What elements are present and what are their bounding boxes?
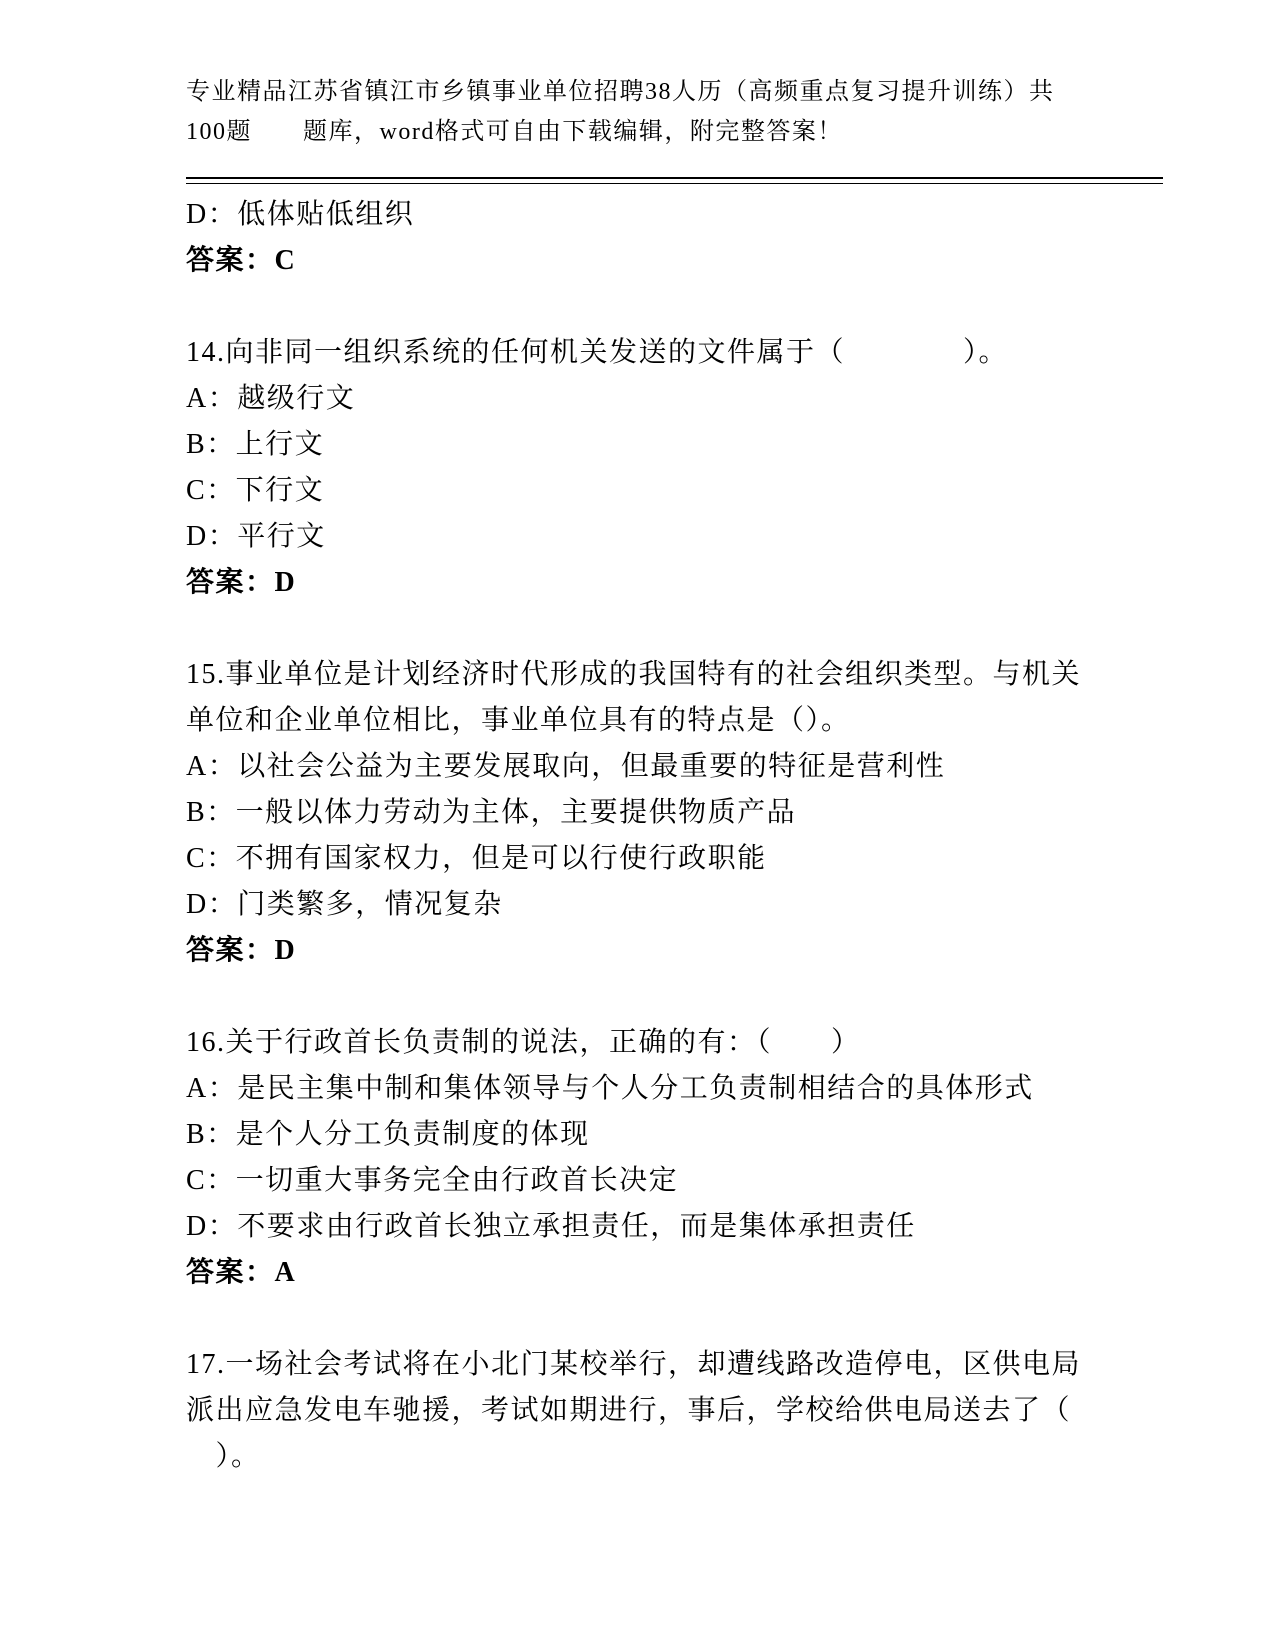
option-line-a: A：以社会公益为主要发展取向，但最重要的特征是营利性 <box>186 751 946 782</box>
question-14 <box>186 330 1163 606</box>
paragraph-spacer <box>186 284 1163 330</box>
answer-line: 答案：C <box>186 245 297 276</box>
answer-line: 答案：D <box>186 567 297 598</box>
question-stem-line: ）。 <box>186 1441 261 1472</box>
question-16 <box>186 1020 1163 1296</box>
question-stem-line: 派出应急发电车驰援，考试如期进行，事后，学校给供电局送去了（ <box>186 1395 1072 1426</box>
paragraph-spacer <box>186 606 1163 652</box>
question-stem-line: 17.一场社会考试将在小北门某校举行，却遭线路改造停电，区供电局 <box>186 1349 1082 1380</box>
option-line-c: C：一切重大事务完全由行政首长决定 <box>186 1165 679 1196</box>
answer-line: 答案：D <box>186 935 297 966</box>
question-15 <box>186 652 1163 974</box>
document-header <box>186 72 1163 184</box>
option-line-d: D：门类繁多，情况复杂 <box>186 889 503 920</box>
option-line-b: B：是个人分工负责制度的体现 <box>186 1119 590 1150</box>
header-double-rule <box>186 177 1163 184</box>
option-line-d: D：不要求由行政首长独立承担责任，而是集体承担责任 <box>186 1211 916 1242</box>
option-line-b: B：上行文 <box>186 429 325 460</box>
question-17 <box>186 1342 1163 1480</box>
paragraph-spacer <box>186 974 1163 1020</box>
option-line-b: B：一般以体力劳动为主体，主要提供物质产品 <box>186 797 797 828</box>
option-line-c: C：下行文 <box>186 475 325 506</box>
option-line-a: A：是民主集中制和集体领导与个人分工负责制相结合的具体形式 <box>186 1073 1034 1104</box>
question-stem-line: 14.向非同一组织系统的任何机关发送的文件属于（ ）。 <box>186 337 1009 368</box>
paragraph-spacer <box>186 1296 1163 1342</box>
header-line-1: 专业精品江苏省镇江市乡镇事业单位招聘38人历（高频重点复习提升训练）共 <box>186 79 1055 105</box>
question-13 <box>186 192 1163 284</box>
answer-line: 答案：A <box>186 1257 297 1288</box>
question-stem-line: 15.事业单位是计划经济时代形成的我国特有的社会组织类型。与机关 <box>186 659 1082 690</box>
option-line-c: C：不拥有国家权力，但是可以行使行政职能 <box>186 843 767 874</box>
header-line-2: 100题 题库，word格式可自由下载编辑，附完整答案！ <box>186 119 843 145</box>
question-stem-line: 单位和企业单位相比，事业单位具有的特点是（）。 <box>186 705 851 736</box>
option-line-a: A：越级行文 <box>186 383 356 414</box>
question-stem-line: 16.关于行政首长负责制的说法，正确的有：（ ） <box>186 1027 861 1058</box>
option-line-d: D：平行文 <box>186 521 326 552</box>
document-body <box>186 192 1163 1480</box>
option-line-d: D：低体贴低组织 <box>186 199 415 230</box>
